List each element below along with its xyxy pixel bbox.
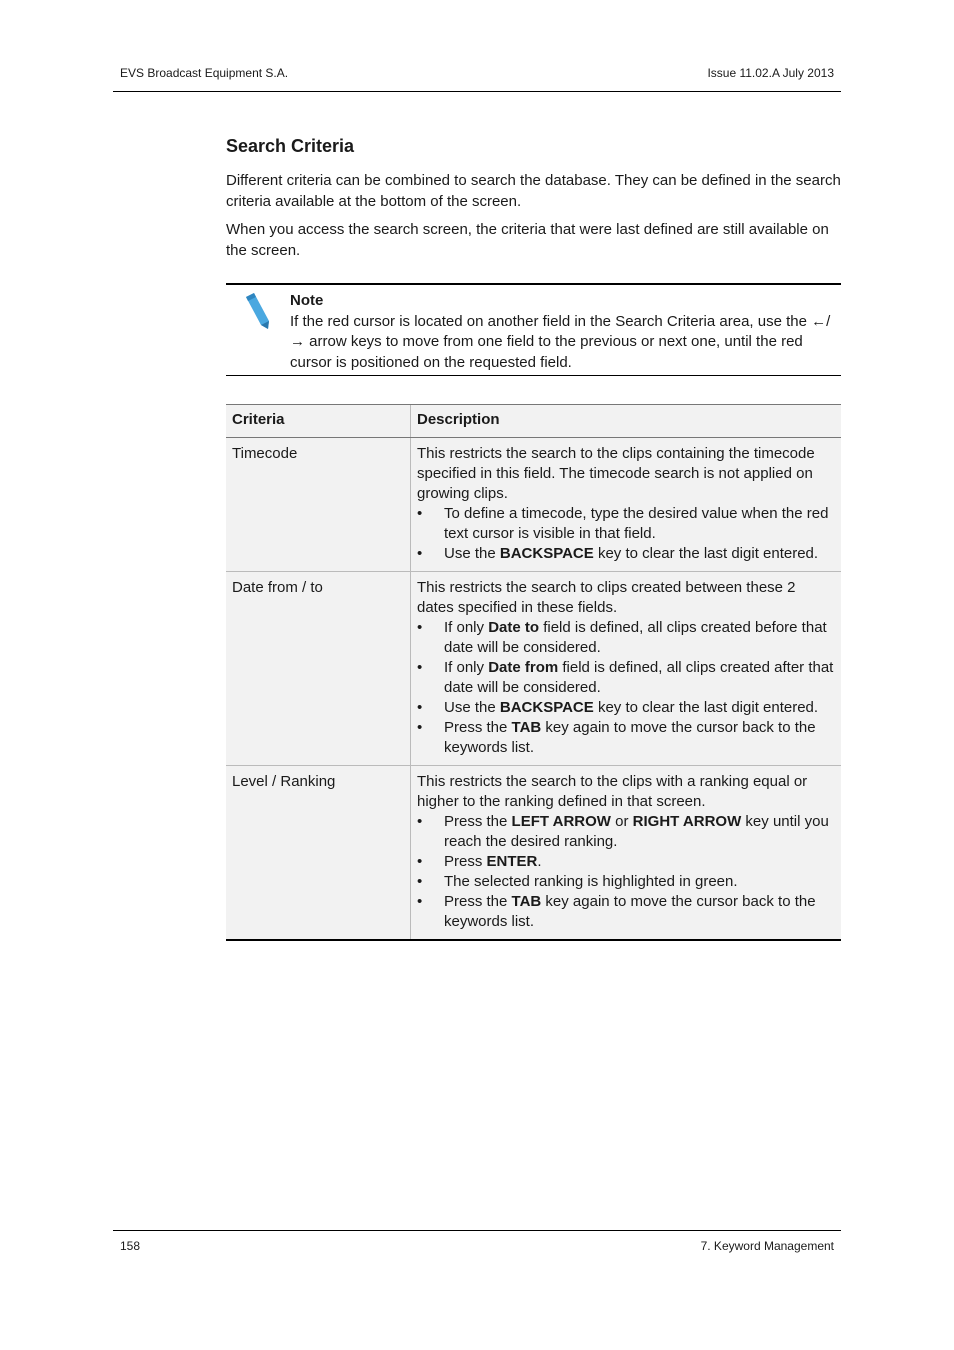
bullet-list [417, 618, 835, 758]
bullet-text: field is defined, all clips created before that date will be considered. [444, 619, 827, 656]
criteria-table [226, 404, 841, 941]
bullet-text: The selected ranking is highlighted in green. [444, 873, 738, 890]
section-title: Search Criteria [226, 136, 355, 156]
bullet-text: Press [444, 853, 487, 870]
criteria-cell: Date from / to [226, 572, 411, 766]
bullet-list [417, 812, 835, 932]
bullet-text: Press the [444, 719, 512, 736]
description-intro: This restricts the search to clips created between these 2 dates specified in these fields. [417, 579, 796, 616]
bullet-item [417, 852, 835, 872]
bullet-item [417, 544, 835, 564]
bullet-list [417, 504, 835, 564]
pencil-icon [242, 291, 272, 331]
bullet-text: Press the [444, 893, 512, 910]
bullet-text: key until you reach the desired ranking. [444, 813, 829, 850]
table-row [226, 438, 841, 572]
main-content [226, 134, 841, 930]
bullet-text: field is defined, all clips created after that date will be considered. [444, 659, 834, 696]
note-box [226, 283, 841, 376]
bullet-text: If only [444, 659, 489, 676]
bullet-text: . [537, 853, 542, 870]
bullet-item [417, 718, 835, 758]
table-row [226, 766, 841, 941]
header-issue: Issue 11.02.A July 2013 [707, 66, 834, 80]
column-header-description: Description [411, 405, 842, 438]
description-intro: This restricts the search to the clips containing the timecode specified in this field. The timecode search is not applied on growing clips. [417, 445, 815, 502]
page-header [113, 0, 841, 92]
description-intro: This restricts the search to the clips with a ranking equal or higher to the ranking defined in that screen. [417, 773, 808, 810]
bullet-text: To define a timecode, type the desired value when the red text cursor is visible in that field. [444, 505, 829, 542]
criteria-cell: Level / Ranking [226, 766, 411, 941]
description-cell [411, 572, 842, 766]
header-company: EVS Broadcast Equipment S.A. [120, 66, 289, 80]
bullet-item [417, 658, 835, 698]
bold-term: BACKSPACE [499, 545, 594, 562]
bullet-item [417, 892, 835, 932]
table-row [226, 572, 841, 766]
bold-term: LEFT ARROW [511, 813, 611, 830]
note-title: Note [290, 292, 324, 309]
table-body [226, 438, 841, 941]
bold-term: TAB [511, 719, 542, 736]
bullet-text: Press the [444, 813, 512, 830]
note-body [290, 291, 837, 373]
bullet-text: Use the [444, 545, 500, 562]
description-cell [411, 438, 842, 572]
bullet-text: or [610, 813, 633, 830]
bullet-text: key to clear the last digit entered. [593, 699, 819, 716]
column-header-criteria: Criteria [226, 405, 411, 438]
note-text: If the red cursor is located on another field in the Search Criteria area, use the ←/→ arrow keys to move from one field to the previous or next one, until the red cursor is positioned on the requested field. [290, 312, 831, 371]
page-footer [113, 1230, 841, 1253]
description-cell [411, 766, 842, 941]
page-number: 158 [120, 1239, 141, 1253]
intro-paragraph-2: When you access the search screen, the criteria that were last defined are still available on the screen. [226, 221, 829, 259]
intro-paragraph-1: Different criteria can be combined to search the database. They can be defined in the search criteria available at the bottom of the screen. [226, 172, 841, 210]
footer-chapter: 7. Keyword Management [700, 1239, 834, 1253]
bold-term: Date from [488, 659, 559, 676]
bullet-text: Use the [444, 699, 500, 716]
bullet-item [417, 812, 835, 852]
bold-term: RIGHT ARROW [632, 813, 742, 830]
bold-term: BACKSPACE [499, 699, 594, 716]
criteria-cell: Timecode [226, 438, 411, 572]
bullet-item [417, 872, 835, 892]
bold-term: Date to [488, 619, 540, 636]
bullet-text: key again to move the cursor back to the keywords list. [444, 893, 816, 930]
bold-term: TAB [511, 893, 542, 910]
table-header-row [226, 405, 841, 438]
bullet-item [417, 504, 835, 544]
bullet-item [417, 618, 835, 658]
bullet-text: key to clear the last digit entered. [593, 545, 819, 562]
bullet-item [417, 698, 835, 718]
bullet-text: key again to move the cursor back to the keywords list. [444, 719, 816, 756]
bullet-text: If only [444, 619, 489, 636]
bold-term: ENTER [486, 853, 538, 870]
